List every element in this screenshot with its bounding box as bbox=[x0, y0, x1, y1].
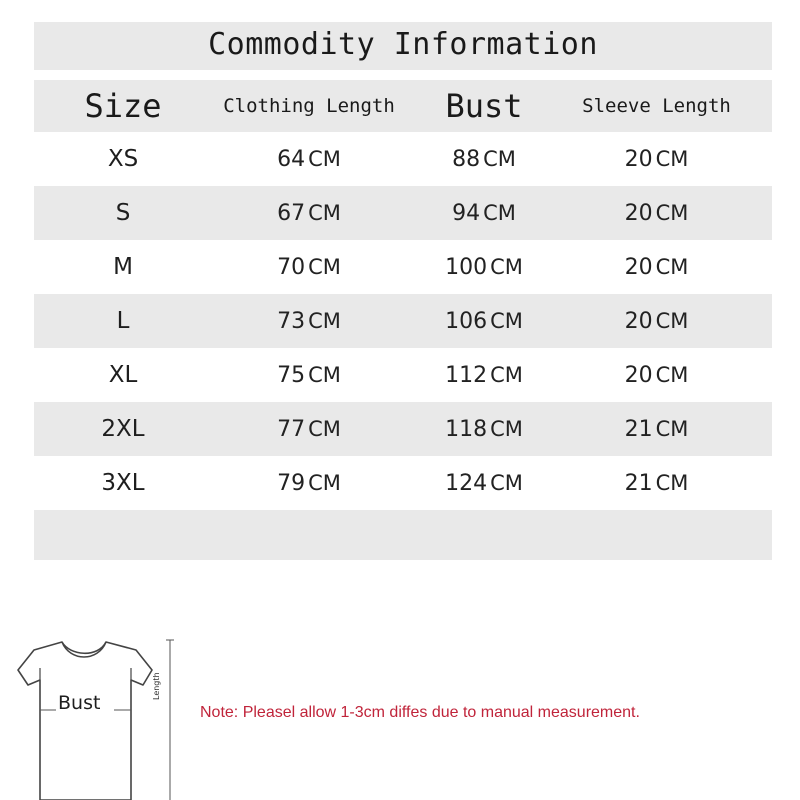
measurement-value: 20 bbox=[624, 254, 653, 280]
tshirt-diagram bbox=[0, 630, 200, 800]
header-clothing-length: Clothing Length bbox=[223, 95, 395, 117]
table-body bbox=[34, 132, 772, 510]
unit-label: CM bbox=[308, 309, 341, 333]
table-row bbox=[34, 294, 772, 348]
unit-label: CM bbox=[490, 471, 523, 495]
measurement-value: 64 bbox=[277, 146, 306, 172]
measurement-value: 21 bbox=[624, 470, 653, 496]
unit-label: CM bbox=[655, 471, 689, 495]
unit-label: CM bbox=[490, 255, 523, 279]
table-row bbox=[34, 456, 772, 510]
diagram-bust-label: Bust bbox=[58, 692, 101, 714]
clothing-length-cell bbox=[204, 456, 414, 510]
bust-cell bbox=[419, 402, 549, 456]
clothing-length-cell bbox=[204, 294, 414, 348]
clothing-length-cell bbox=[204, 402, 414, 456]
size-cell: 2XL bbox=[101, 416, 145, 442]
clothing-length-cell bbox=[204, 348, 414, 402]
size-cell: 3XL bbox=[101, 470, 145, 496]
measurement-value: 112 bbox=[445, 362, 488, 388]
unit-label: CM bbox=[308, 147, 341, 171]
table-row bbox=[34, 132, 772, 186]
unit-label: CM bbox=[483, 147, 516, 171]
bust-cell bbox=[419, 240, 549, 294]
unit-label: CM bbox=[490, 417, 523, 441]
sleeve-length-cell bbox=[544, 240, 769, 294]
measurement-note: Note: Pleasel allow 1-3cm diffes due to manual measurement. bbox=[200, 704, 640, 721]
size-cell: M bbox=[113, 254, 133, 280]
table-row bbox=[34, 240, 772, 294]
bust-cell bbox=[419, 186, 549, 240]
unit-label: CM bbox=[308, 255, 341, 279]
unit-label: CM bbox=[308, 201, 341, 225]
bust-cell bbox=[419, 132, 549, 186]
measurement-value: 124 bbox=[445, 470, 488, 496]
measurement-value: 94 bbox=[452, 200, 481, 226]
unit-label: CM bbox=[308, 417, 341, 441]
measurement-value: 79 bbox=[277, 470, 306, 496]
measurement-value: 77 bbox=[277, 416, 306, 442]
measurement-value: 21 bbox=[624, 416, 653, 442]
measurement-value: 70 bbox=[277, 254, 306, 280]
measurement-value: 20 bbox=[624, 146, 653, 172]
bust-cell bbox=[419, 294, 549, 348]
unit-label: CM bbox=[490, 363, 523, 387]
unit-label: CM bbox=[483, 201, 516, 225]
sleeve-length-cell bbox=[544, 402, 769, 456]
unit-label: CM bbox=[655, 309, 689, 333]
header-bust: Bust bbox=[445, 87, 523, 125]
unit-label: CM bbox=[655, 147, 689, 171]
header-sleeve-length: Sleeve Length bbox=[582, 95, 731, 117]
measurement-value: 20 bbox=[624, 308, 653, 334]
table-title: Commodity Information bbox=[208, 27, 598, 62]
clothing-length-cell bbox=[204, 132, 414, 186]
bust-cell bbox=[419, 348, 549, 402]
sleeve-length-cell bbox=[544, 294, 769, 348]
unit-label: CM bbox=[655, 363, 689, 387]
measurement-value: 118 bbox=[445, 416, 488, 442]
sleeve-length-cell bbox=[544, 456, 769, 510]
empty-row bbox=[34, 510, 772, 560]
measurement-value: 106 bbox=[445, 308, 488, 334]
measurement-value: 67 bbox=[277, 200, 306, 226]
measurement-value: 75 bbox=[277, 362, 306, 388]
measurement-value: 100 bbox=[445, 254, 488, 280]
size-table bbox=[34, 22, 772, 560]
diagram-length-label: Length bbox=[152, 672, 161, 700]
header-row bbox=[34, 80, 772, 132]
table-row bbox=[34, 186, 772, 240]
sleeve-length-cell bbox=[544, 186, 769, 240]
unit-label: CM bbox=[308, 363, 341, 387]
title-band bbox=[34, 22, 772, 70]
table-row bbox=[34, 402, 772, 456]
size-cell: XL bbox=[108, 362, 138, 388]
measurement-value: 88 bbox=[452, 146, 481, 172]
clothing-length-cell bbox=[204, 240, 414, 294]
header-size: Size bbox=[84, 87, 162, 125]
unit-label: CM bbox=[655, 201, 689, 225]
sleeve-length-cell bbox=[544, 348, 769, 402]
table-row bbox=[34, 348, 772, 402]
bust-cell bbox=[419, 456, 549, 510]
measurement-value: 73 bbox=[277, 308, 306, 334]
size-cell: L bbox=[116, 308, 130, 334]
sleeve-length-cell bbox=[544, 132, 769, 186]
size-cell: S bbox=[115, 200, 131, 226]
unit-label: CM bbox=[655, 417, 689, 441]
unit-label: CM bbox=[655, 255, 689, 279]
size-cell: XS bbox=[107, 146, 139, 172]
unit-label: CM bbox=[490, 309, 523, 333]
unit-label: CM bbox=[308, 471, 341, 495]
measurement-value: 20 bbox=[624, 362, 653, 388]
measurement-value: 20 bbox=[624, 200, 653, 226]
clothing-length-cell bbox=[204, 186, 414, 240]
